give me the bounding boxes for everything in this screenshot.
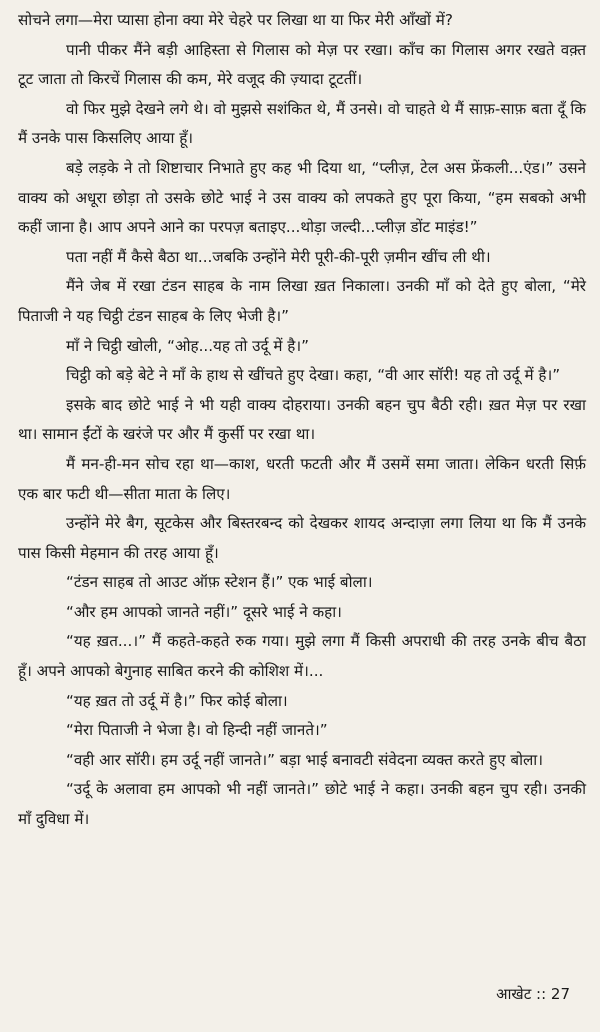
paragraph: “यह ख़त...।” मैं कहते-कहते रुक गया। मुझे लगा मैं किसी अपराधी की तरह उनके बीच बैठा हूँ। अपने आपको बेगुनाह साबित करने की कोशिश में।... — [18, 632, 586, 681]
paragraph: “यह ख़त तो उर्दू में है।” फिर कोई बोला। — [66, 691, 288, 710]
paragraph: मैंने जेब में रखा टंडन साहब के नाम लिखा ख़त निकाला। उनकी माँ को देते हुए बोला, “मेरे पिताजी ने यह चिट्ठी टंडन साहब के लिए भेजी है।” — [18, 277, 586, 325]
page-footer: आखेट :: 27 — [496, 985, 570, 1003]
paragraph: उन्होंने मेरे बैग, सूटकेस और बिस्तरबन्द को देखकर शायद अन्दाज़ा लगा लिया था कि मैं उनके पास किसी मेहमान की तरह आया हूँ। — [18, 514, 586, 562]
paragraph: पता नहीं मैं कैसे बैठा था...जबकि उन्होंने मेरी पूरी-की-पूरी ज़मीन खींच ली थी। — [66, 247, 491, 266]
paragraph: मैं मन-ही-मन सोच रहा था—काश, धरती फटती और मैं उसमें समा जाता। लेकिन धरती सिर्फ़ एक बार फटी थी—सीता माता के लिए। — [18, 454, 586, 503]
paragraph: पानी पीकर मैंने बड़ी आहिस्ता से गिलास को मेज़ पर रखा। काँच का गिलास अगर रखते वक़्त टूट जाता तो किरचें गिलास की कम, मेरे वजूद की ज़्यादा टूटतीं। — [18, 40, 586, 89]
paragraph: बड़े लड़के ने तो शिष्टाचार निभाते हुए कह भी दिया था, “प्लीज़, टेल अस फ्रेंकली...एंड।” उसने वाक्य को अधूरा छोड़ा तो उसके छोटे भाई ने उस वाक्य को लपकते हुए पूरा किया, “हम सबको अभी कहीं जाना है। आप अपने आने का परपज़ बताइए...थोड़ा जल्दी...प्लीज़ डोंट माइंड!” — [18, 158, 586, 237]
paragraph: माँ ने चिट्ठी खोली, “ओह...यह तो उर्दू में है।” — [66, 336, 309, 355]
paragraph: “वही आर सॉरी। हम उर्दू नहीं जानते।” बड़ा भाई बनावटी संवेदना व्यक्त करते हुए बोला। — [66, 750, 543, 769]
paragraph: चिट्ठी को बड़े बेटे ने माँ के हाथ से खींचते हुए देखा। कहा, “वी आर सॉरी! यह तो उर्दू में है।” — [66, 366, 561, 385]
paragraph: वो फिर मुझे देखने लगे थे। वो मुझसे सशंकित थे, मैं उनसे। वो चाहते थे मैं साफ़-साफ़ बता दूँ कि मैं उनके पास किसलिए आया हूँ। — [18, 99, 586, 148]
page-text — [18, 6, 586, 835]
paragraph: “टंडन साहब तो आउट ऑफ़ स्टेशन हैं।” एक भाई बोला। — [66, 573, 373, 592]
paragraph: सोचने लगा—मेरा प्यासा होना क्या मेरे चेहरे पर लिखा था या फिर मेरी आँखों में? — [18, 11, 453, 29]
paragraph: “उर्दू के अलावा हम आपको भी नहीं जानते।” छोटे भाई ने कहा। उनकी बहन चुप रही। उनकी माँ दुविधा में। — [18, 780, 586, 829]
paragraph: “और हम आपको जानते नहीं।” दूसरे भाई ने कहा। — [66, 602, 342, 621]
paragraph: “मेरा पिताजी ने भेजा है। वो हिन्दी नहीं जानते।” — [66, 721, 328, 740]
paragraph: इसके बाद छोटे भाई ने भी यही वाक्य दोहराया। उनकी बहन चुप बैठी रही। ख़त मेज़ पर रखा था। सामान ईंटों के खरंजे पर और मैं कुर्सी पर रखा था। — [18, 395, 586, 444]
